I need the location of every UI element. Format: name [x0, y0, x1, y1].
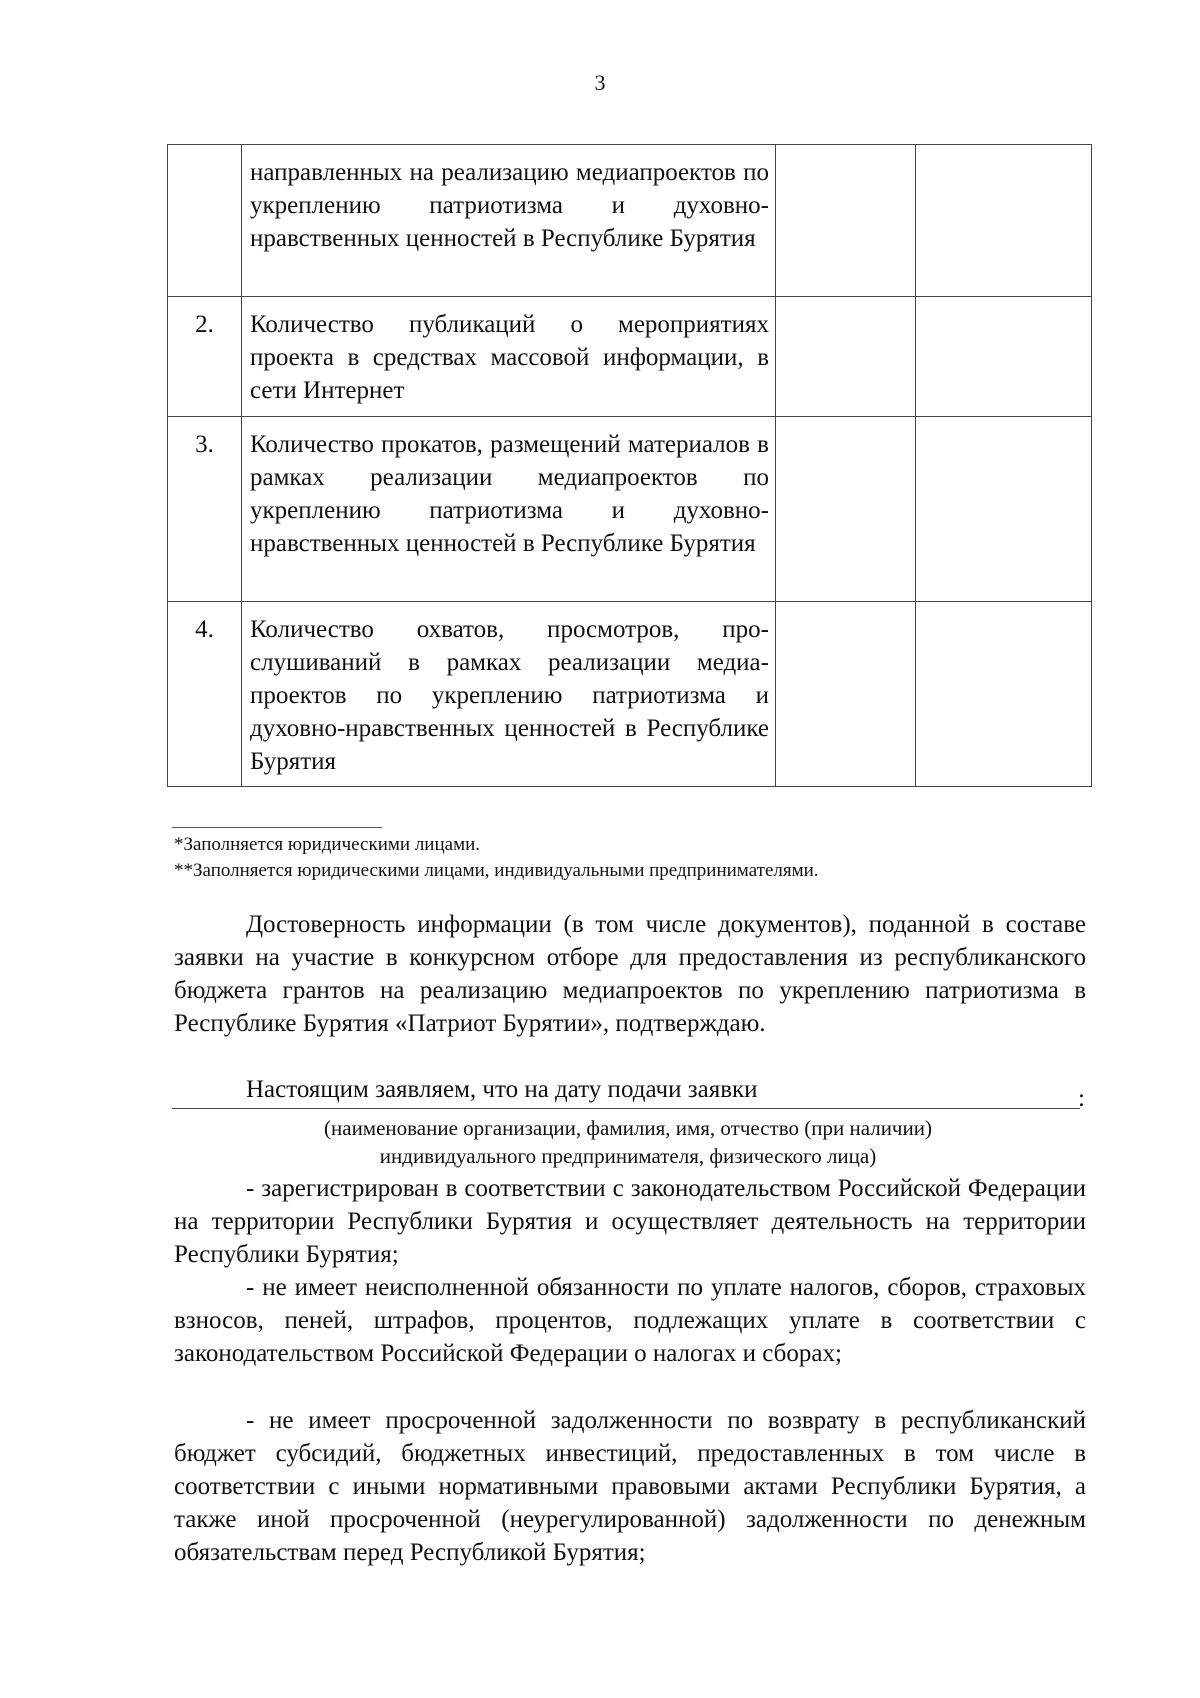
indicator-name: направленных на реализацию медиапроектов по укреплению патриотизма и духовно-нравственных ценностей в Республике Бурятия	[242, 145, 776, 297]
reliability-paragraph: Достоверность информации (в том числе документов), поданной в составе заявки на участие в конкурсном отборе для предоставления из республиканского бюджета грантов на реализацию медиапроектов по укреплению патриотизма в Республике Бурятия «Патриот Бурятии», подтверждаю.	[174, 911, 1086, 1037]
table-row	[168, 602, 1092, 787]
indicators-table	[167, 144, 1092, 787]
indicator-name: Количество охватов, просмотров, прослушиваний в рамках реализации медиапроектов по укреплению патриотизма и духовно-нравственных ценностей в Республике Бурятия	[242, 602, 776, 787]
condition-no-tax-debt: - не имеет неисполненной обязанности по уплате налогов, сборов, страховых взносов, пеней, штрафов, процентов, подлежащих уплате в соответствии с законодательством Российской Федерации о налогах и сборах;	[174, 1274, 1086, 1367]
applicant-name-caption	[172, 1114, 1084, 1170]
value-cell	[776, 417, 916, 602]
condition-registered: - зарегистрирован в соответствии с законодательством Российской Федерации на территории Республики Бурятия и осуществляет деятельность на территории Республики Бурятия;	[174, 1175, 1086, 1268]
table-row	[168, 297, 1092, 417]
value-cell	[916, 145, 1092, 297]
caption-line: индивидуального предпринимателя, физического лица)	[379, 1144, 877, 1168]
footnotes	[174, 832, 819, 884]
indicator-name: Количество публикаций о мероприятиях проекта в средствах массовой информации, в сети Интернет	[242, 297, 776, 417]
table-row	[168, 417, 1092, 602]
footnote-legal-entities: *Заполняется юридическими лицами.	[174, 834, 481, 855]
applicant-name-line	[172, 1108, 1080, 1109]
row-number: 4.	[168, 602, 242, 787]
footnote-entrepreneurs: **Заполняется юридическими лицами, индивидуальными предпринимателями.	[174, 860, 819, 881]
condition-no-overdue-debt: - не имеет просроченной задолженности по возврату в республиканский бюджет субсидий, бюджетных инвестиций, предоставленных в том числе в соответствии с иными нормативными правовыми актами Республики Бурятия, а также иной просроченной (неурегулированной) задолженности по денежным обязательствам перед Республикой Бурятия;	[174, 1407, 1086, 1566]
declare-colon: :	[1078, 1085, 1085, 1112]
page-number: 3	[594, 70, 606, 95]
value-cell	[776, 145, 916, 297]
declare-paragraph: Настоящим заявляем, что на дату подачи заявки	[246, 1076, 758, 1103]
row-number	[168, 145, 242, 297]
row-number: 3.	[168, 417, 242, 602]
value-cell	[776, 297, 916, 417]
value-cell	[776, 602, 916, 787]
value-cell	[916, 602, 1092, 787]
row-number: 2.	[168, 297, 242, 417]
value-cell	[916, 417, 1092, 602]
footnote-separator	[172, 827, 382, 828]
table-row	[168, 145, 1092, 297]
value-cell	[916, 297, 1092, 417]
indicator-name: Количество прокатов, размещений материалов в рамках реализации медиапроектов по укреплению патриотизма и духовно-нравственных ценностей в Республике Бурятия	[242, 417, 776, 602]
caption-line: (наименование организации, фамилия, имя, отчество (при наличии)	[324, 1116, 932, 1140]
